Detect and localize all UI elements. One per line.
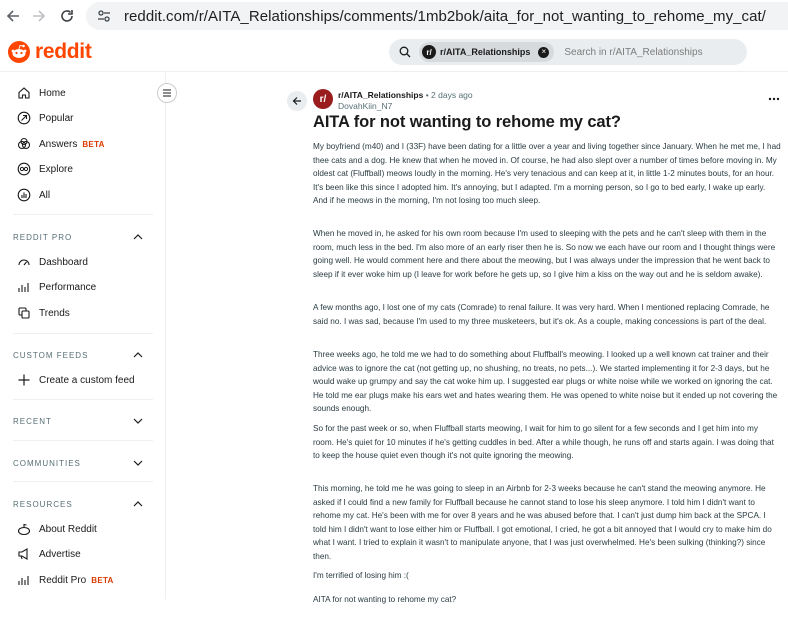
divider — [13, 214, 153, 215]
left-sidebar — [0, 73, 166, 599]
explore-icon — [16, 161, 32, 177]
post-paragraph: I'm terrified of losing him :( — [313, 571, 409, 580]
sidebar-item-explore[interactable]: Explore — [0, 158, 166, 180]
post-paragraph: My boyfriend (m40) and I (33F) have been dating for a little over a year and living together since January. When he met me, I had thee cats and a dog. He knew that when he moved in. Of course, he had also slept over a number of times before moving in. My oldest cat (Fluffball) meows loudly in the morning. He's very tenacious and can keep at it, in little 1-2 minutes bouts, for an hour. It's been like this since I adopted him. It's annoying, but I adapted. I'm a morning person, so I go to bed early, I wake up early. And if he meows in the morning, I'm not losing too much sleep. — [313, 142, 781, 205]
browser-toolbar — [0, 0, 788, 32]
sidebar-item-dashboard[interactable]: Dashboard — [0, 251, 166, 273]
section-header-recent[interactable]: RECENT — [13, 414, 143, 428]
back-button[interactable] — [287, 91, 307, 111]
subreddit-avatar-icon: r/ — [422, 45, 436, 59]
sidebar-item-create-custom-feed[interactable]: Create a custom feed — [0, 369, 166, 391]
subreddit-avatar[interactable]: r/ — [313, 89, 333, 109]
plus-icon — [16, 372, 32, 388]
author-link[interactable]: DovahKiin_N7 — [338, 101, 393, 111]
forward-arrow-icon[interactable] — [29, 6, 49, 26]
post-paragraph: Three weeks ago, he told me we had to do something about Fluffball's meowing. I looked up a well known cat trainer and their advice was to ignore the cat (not getting up, no shushing, no treats, no pets...). We started implementing it for 2-3 days, but he would wake up grumpy and say the cat woke him up. I suggested ear plugs or white noise while we worked on ignoring the cat. He told me ear plugs make his ears wet and hates wearing them. He was opened to white noise but it ended up not covering the sounds enough. — [313, 350, 778, 413]
sidebar-item-trends[interactable]: Trends — [0, 302, 166, 324]
post-meta — [338, 90, 473, 112]
reddit-wordmark: reddit — [35, 40, 92, 63]
post-body — [313, 140, 781, 617]
sidebar-item-popular[interactable]: Popular — [0, 107, 166, 129]
address-bar[interactable] — [86, 2, 788, 30]
chevron-down-icon — [133, 418, 143, 424]
search-scope-label: r/AITA_Relationships — [440, 47, 531, 57]
url-text[interactable]: reddit.com/r/AITA_Relationships/comments/1mb2bok/aita_for_not_wanting_to_rehome_my_cat/ — [124, 7, 766, 25]
site-settings-icon[interactable] — [96, 8, 112, 24]
more-horizontal-icon — [768, 97, 780, 101]
search-scope-chip[interactable] — [419, 42, 554, 62]
search-icon — [399, 46, 411, 58]
subreddit-link[interactable]: r/AITA_Relationships — [338, 90, 424, 100]
trends-icon — [16, 305, 32, 321]
arrow-left-icon — [292, 96, 302, 106]
sidebar-item-home[interactable]: Home — [0, 82, 166, 104]
chevron-up-icon — [133, 501, 143, 507]
divider — [13, 333, 153, 334]
chevron-up-icon — [133, 352, 143, 358]
more-options-button[interactable] — [764, 92, 784, 106]
post-paragraph: When he moved in, he asked for his own room because I'm used to sleeping with the pets and he can't sleep with them in the room, much less in the bed. I'm also more of an early riser then he is. So now we each have our room and I thought things were going well. He would comment here and there about the meowing, but I was always under the impression that he went back to sleep if it ever woke him up (I leave for work before he gets up, so I give him a kiss on the way out and he is seldom awake). — [313, 229, 776, 279]
clear-scope-icon[interactable]: × — [538, 47, 549, 58]
reddit-pro-icon — [16, 572, 32, 588]
answers-icon — [16, 136, 32, 152]
sidebar-item-performance[interactable]: Performance — [0, 276, 166, 298]
post-time: • 2 days ago — [425, 90, 473, 100]
sidebar-item-about-reddit[interactable]: About Reddit — [0, 518, 166, 540]
sidebar-item-label: Answers — [39, 138, 78, 150]
reddit-snoo-icon — [8, 41, 30, 63]
home-icon — [16, 85, 32, 101]
popular-icon — [16, 110, 32, 126]
beta-badge: BETA — [91, 575, 114, 585]
sidebar-item-reddit-pro[interactable] — [0, 569, 166, 591]
section-header-communities[interactable]: COMMUNITIES — [13, 456, 143, 470]
sidebar-item-advertise[interactable]: Advertise — [0, 543, 166, 565]
about-icon — [16, 521, 32, 537]
divider — [13, 481, 153, 482]
section-header-custom-feeds[interactable]: CUSTOM FEEDS — [13, 348, 143, 362]
post-paragraph: AITA for not wanting to rehome my cat? — [313, 595, 457, 604]
sidebar-item-answers[interactable] — [0, 133, 166, 155]
dashboard-icon — [16, 254, 32, 270]
reddit-header — [0, 32, 788, 72]
beta-badge: BETA — [82, 139, 105, 149]
post-title: AITA for not wanting to rehome my cat? — [313, 113, 621, 131]
chevron-up-icon — [133, 234, 143, 240]
reddit-logo[interactable] — [8, 40, 92, 64]
reload-icon[interactable] — [57, 6, 77, 26]
sidebar-item-all[interactable]: All — [0, 184, 166, 206]
post-paragraph: So for the past week or so, when Fluffball starts meowing, I wait for him to go silent for a few seconds and I get him into my room. He's quiet for 10 minutes if he's getting cuddles in bed. After a while though, he runs off and starts again. I was doing that to keep the house quiet even though it's not quite ignoring the meowing. — [313, 424, 774, 460]
post-paragraph: A few months ago, I lost one of my cats (Comrade) to renal failure. It was very hard. When I mentioned replacing Comrade, he said no. I was sad, because I'm used to my three musketeers, but it's ok. As a couple, making concessions is part of the deal. — [313, 303, 770, 326]
search-bar[interactable] — [389, 39, 747, 65]
divider — [13, 440, 153, 441]
search-input[interactable]: Search in r/AITA_Relationships — [564, 46, 703, 58]
divider — [13, 399, 153, 400]
chevron-down-icon — [133, 460, 143, 466]
menu-icon — [162, 89, 172, 97]
back-arrow-icon[interactable] — [3, 6, 23, 26]
collapse-sidebar-button[interactable] — [157, 83, 177, 103]
section-header-resources[interactable]: RESOURCES — [13, 497, 143, 511]
post-paragraph: This morning, he told me he was going to sleep in an Airbnb for 2-3 weeks because he can't stand the meowing anymore. He asked if I could find a new family for Fluffball because he cannot stand to lose his sleep anymore. I told him I didn't want to rehome my cat. He's been with me for over 8 years and he was abused before that. I can't just dump him back at the SPCA. I told him I didn't want to lose either him or Fluffball. I got emotional, I cried, he got a bit annoyed that I would cry to make him do what I want. I tried to explain it wasn't to manipulate anyone, that I was just overwhelmed. He's been sulking (thinking?) since then. — [313, 484, 772, 561]
sidebar-item-label: Reddit Pro — [39, 574, 87, 586]
advertise-icon — [16, 546, 32, 562]
all-icon — [16, 187, 32, 203]
section-header-reddit-pro[interactable]: REDDIT PRO — [13, 230, 143, 244]
performance-icon — [16, 279, 32, 295]
